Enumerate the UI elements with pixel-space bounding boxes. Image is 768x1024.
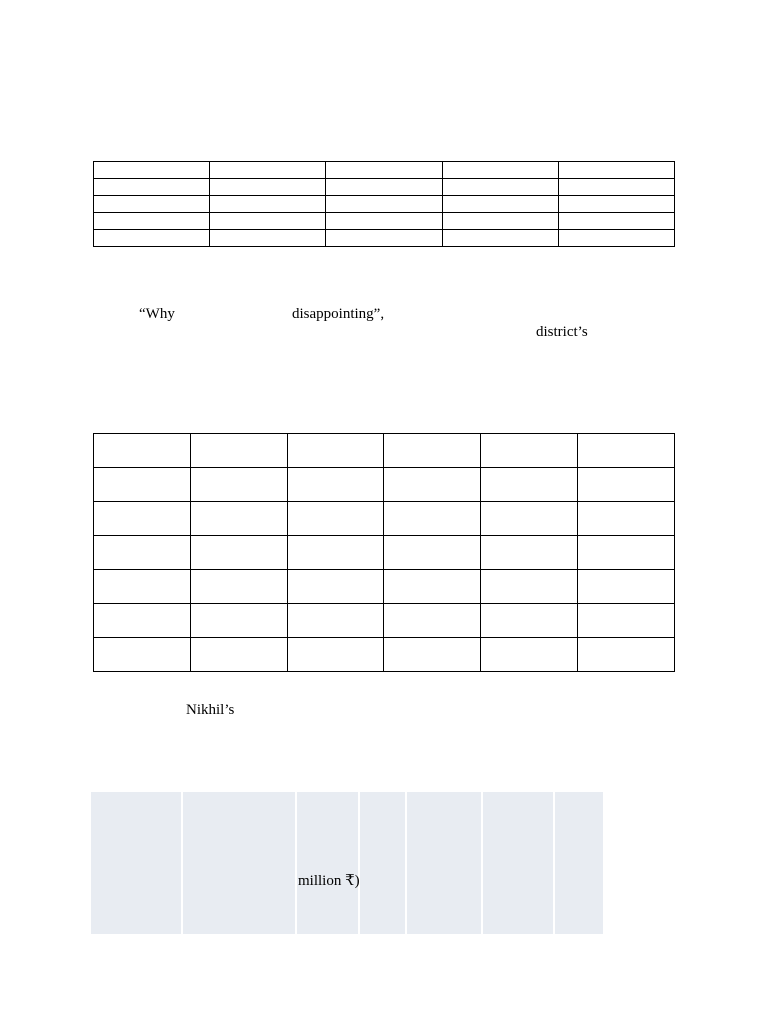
table-cell [210, 230, 326, 247]
table-row [94, 230, 675, 247]
paragraph-fragment-disappointing: disappointing”, [292, 306, 385, 322]
bottom-table-cell-text: million ₹) [298, 873, 360, 889]
table-cell [578, 604, 675, 638]
bottom-shaded-table [91, 792, 603, 934]
table-cell [578, 536, 675, 570]
table-cell [558, 179, 674, 196]
bottom-table-column [91, 792, 183, 934]
table-cell [481, 434, 578, 468]
table-cell [384, 434, 481, 468]
table-row [94, 196, 675, 213]
table-cell [287, 570, 384, 604]
table-cell [384, 468, 481, 502]
table-cell [558, 230, 674, 247]
table-row [94, 162, 675, 179]
table-cell [558, 213, 674, 230]
table-cell [442, 179, 558, 196]
table-cell [287, 468, 384, 502]
table-cell [287, 434, 384, 468]
table-cell [94, 536, 191, 570]
table-cell [481, 536, 578, 570]
table-cell [190, 570, 287, 604]
table-cell [558, 196, 674, 213]
table-cell [210, 179, 326, 196]
table-cell [481, 502, 578, 536]
table-row [94, 638, 675, 672]
table-cell [210, 213, 326, 230]
table-cell [190, 536, 287, 570]
table-cell [326, 196, 442, 213]
paragraph-fragment-why: “Why [139, 306, 175, 322]
table-cell [384, 604, 481, 638]
table-cell [384, 638, 481, 672]
table-cell [190, 468, 287, 502]
table-cell [287, 502, 384, 536]
bottom-table-column [183, 792, 297, 934]
table-cell [94, 196, 210, 213]
table-cell [384, 536, 481, 570]
table-cell [94, 213, 210, 230]
bottom-table-column [407, 792, 483, 934]
table-cell [190, 604, 287, 638]
table-cell [94, 468, 191, 502]
table-cell [326, 162, 442, 179]
table-cell [326, 179, 442, 196]
table-row [94, 468, 675, 502]
table-cell [287, 638, 384, 672]
table-row [94, 570, 675, 604]
table-cell [94, 230, 210, 247]
top-table-body [94, 162, 675, 247]
caption-fragment-nikhil: Nikhil’s [186, 702, 235, 718]
table-cell [442, 162, 558, 179]
table-cell [94, 179, 210, 196]
table-cell [94, 570, 191, 604]
bottom-table-column [297, 792, 360, 934]
table-cell [190, 502, 287, 536]
table-cell [442, 196, 558, 213]
bottom-table-column [360, 792, 407, 934]
table-cell [94, 502, 191, 536]
table-row [94, 213, 675, 230]
table-cell [94, 604, 191, 638]
table-cell [442, 213, 558, 230]
table-cell [558, 162, 674, 179]
table-cell [210, 196, 326, 213]
table-row [94, 434, 675, 468]
table-cell [481, 604, 578, 638]
table-cell [578, 468, 675, 502]
paragraph-fragment-district: district’s [536, 324, 588, 340]
table-cell [578, 638, 675, 672]
table-cell [94, 162, 210, 179]
table-cell [442, 230, 558, 247]
table-cell [190, 434, 287, 468]
middle-table-body [94, 434, 675, 672]
table-cell [190, 638, 287, 672]
table-cell [210, 162, 326, 179]
table-row [94, 604, 675, 638]
table-cell [481, 570, 578, 604]
bottom-table-column [483, 792, 555, 934]
table-cell [94, 434, 191, 468]
table-cell [578, 434, 675, 468]
table-cell [287, 536, 384, 570]
table-cell [481, 638, 578, 672]
table-cell [578, 570, 675, 604]
middle-table [93, 433, 675, 672]
bottom-table-column [555, 792, 603, 934]
table-cell [287, 604, 384, 638]
table-cell [384, 570, 481, 604]
table-cell [384, 502, 481, 536]
table-cell [578, 502, 675, 536]
top-table [93, 161, 675, 247]
table-cell [326, 230, 442, 247]
table-row [94, 179, 675, 196]
table-cell [481, 468, 578, 502]
table-row [94, 536, 675, 570]
table-cell [326, 213, 442, 230]
table-row [94, 502, 675, 536]
table-cell [94, 638, 191, 672]
